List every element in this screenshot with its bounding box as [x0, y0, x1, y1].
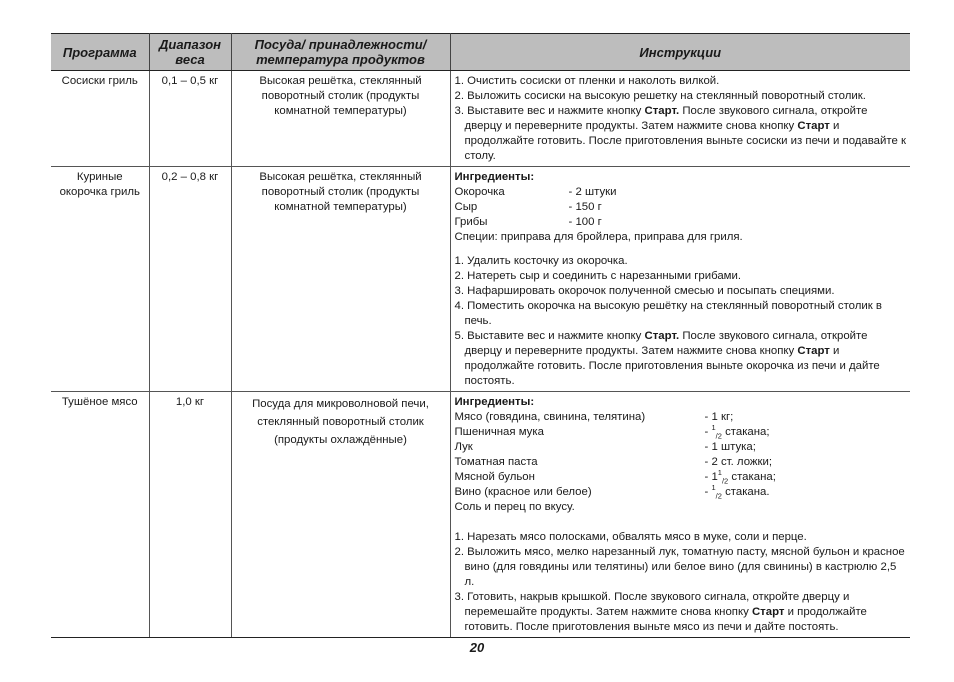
step-item: 3. Нафаршировать окорочок полученной смесью и посыпать специями.	[454, 285, 835, 297]
table-row	[51, 71, 910, 167]
table-header-row	[51, 34, 910, 71]
table-row	[51, 392, 910, 638]
instructions-cell	[450, 392, 910, 638]
dishes-cell: Высокая решётка, стеклянный поворотный столик (продукты комнатной температуры)	[231, 167, 450, 392]
step-item: 2. Натереть сыр и соединить с нарезанными грибами.	[454, 270, 742, 282]
program-cell: Тушёное мясо	[51, 392, 149, 638]
weight-cell: 0,1 – 0,5 кг	[149, 71, 231, 167]
dishes-cell: Высокая решётка, стеклянный поворотный столик (продукты комнатной температуры)	[231, 71, 450, 167]
step-item: 1. Очистить сосиски от пленки и наколоть вилкой.	[454, 75, 720, 87]
ingredient-row: Пшеничная мука - $^1_{/2}$ стакана;	[454, 423, 770, 441]
ingredients-title: Ингредиенты:	[454, 396, 535, 408]
recipe-table-page	[51, 33, 910, 638]
ingredient-row: Томатная паста - 2 ст. ложки;	[454, 456, 773, 468]
page-number: 20	[469, 640, 485, 655]
header-instructions: Инструкции	[450, 34, 910, 71]
instructions-cell	[450, 167, 910, 392]
step-item: 4. Поместить окорочка на высокую решётку на стеклянный поворотный столик в печь.	[454, 300, 882, 327]
ingredient-row: Лук - 1 штука;	[454, 441, 756, 453]
steps-list	[455, 530, 907, 635]
spices-text: Соль и перец по вкусу.	[454, 501, 575, 513]
program-cell: Куриные окорочка гриль	[51, 167, 149, 392]
spices-text: Специи: приправа для бройлера, приправа для гриля.	[454, 231, 743, 243]
step-item: 1. Нарезать мясо полосками, обвалять мясо в муке, соли и перце.	[454, 531, 807, 543]
step-item: 3. Выставите вес и нажмите кнопку Старт. После звукового сигнала, откройте дверцу и переверните продукты. Затем нажмите снова кнопку Старт и продолжайте готовить. После приготовления выньте сосиски из печи и подавайте к столу.	[454, 105, 906, 162]
header-program: Программа	[51, 34, 149, 71]
weight-cell: 1,0 кг	[149, 392, 231, 638]
dishes-cell: Посуда для микроволновой печи, стеклянный поворотный столик (продукты охлаждённые)	[231, 392, 450, 638]
ingredients-title: Ингредиенты:	[454, 171, 535, 183]
step-item: 3. Готовить, накрыв крышкой. После звукового сигнала, откройте дверцу и перемешайте продукты. Затем нажмите снова кнопку Старт и продолжайте готовить. После приготовления выньте мясо из печи и дайте постоять.	[454, 591, 867, 633]
ingredient-row: Мясо (говядина, свинина, телятина) - 1 кг;	[454, 411, 734, 423]
step-item: 5. Выставите вес и нажмите кнопку Старт. После звукового сигнала, откройте дверцу и переверните продукты. Затем нажмите снова кнопку Старт и продолжайте готовить. После приготовления выньте окорочка из печи и дайте постоять.	[454, 330, 880, 387]
table-row	[51, 167, 910, 392]
ingredient-row: Сыр - 150 г	[454, 201, 602, 213]
recipe-table	[51, 33, 910, 638]
step-item: 1. Удалить косточку из окорочка.	[454, 255, 628, 267]
ingredient-row: Мясной бульон - $1^1_{/2}$ стакана;	[454, 468, 776, 486]
step-item: 2. Выложить сосиски на высокую решетку на стеклянный поворотный столик.	[454, 90, 866, 102]
steps-list	[455, 74, 907, 164]
steps-list	[455, 254, 907, 389]
ingredient-row: Вино (красное или белое) - $^1_{/2}$ стакана.	[454, 483, 770, 501]
header-dishes: Посуда/ принадлежности/ температура продуктов	[231, 34, 450, 71]
ingredient-row: Окорочка - 2 штуки	[454, 186, 617, 198]
weight-cell: 0,2 – 0,8 кг	[149, 167, 231, 392]
instructions-cell	[450, 71, 910, 167]
header-weight: Диапазон веса	[149, 34, 231, 71]
ingredient-row: Грибы - 100 г	[454, 216, 602, 228]
step-item: 2. Выложить мясо, мелко нарезанный лук, томатную пасту, мясной бульон и красное вино (для говядины или телятины) или белое вино (для свинины) в кастрюлю 2,5 л.	[454, 546, 905, 588]
program-cell: Сосиски гриль	[51, 71, 149, 167]
